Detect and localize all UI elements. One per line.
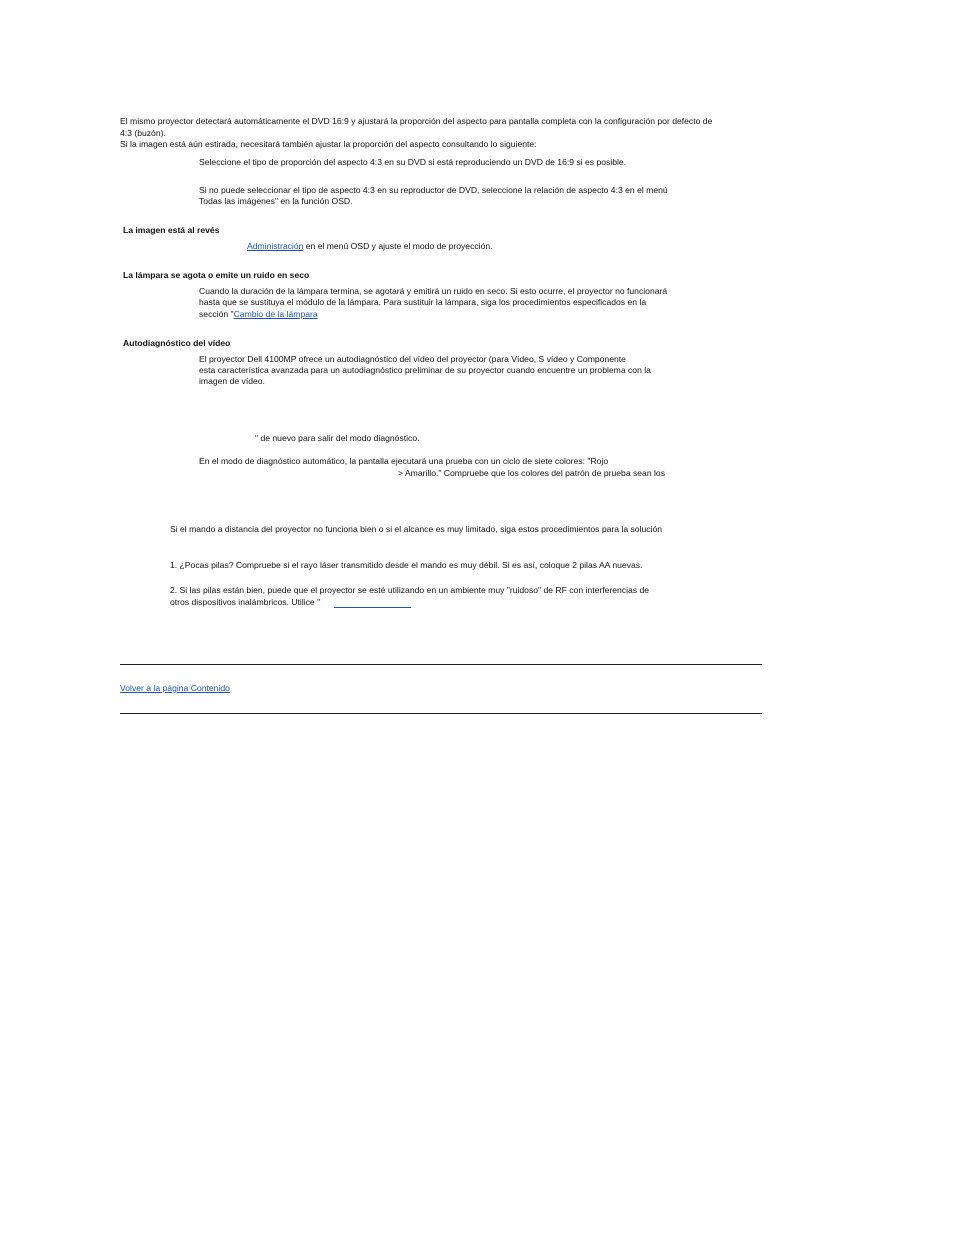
administracion-link[interactable]: Administración — [247, 241, 304, 251]
lamp-line-3 — [199, 309, 318, 321]
remote-item-2-line-2: otros dispositivos inalámbricos. Utilice " — [170, 597, 321, 607]
diagnostic-mode-line-1: En el modo de diagnóstico automático, la pantalla ejecutará una prueba con un ciclo de siete colores: "Rojo — [199, 456, 609, 466]
upside-down-heading: La imagen está al revés — [123, 225, 220, 235]
remote-item-2-line-1: 2. Si las pilas están bien, puede que el proyector se esté utilizando en un ambiente muy "ruidoso" de RF con interferencias de — [170, 585, 650, 595]
step-2-line-1: Si no puede seleccionar el tipo de aspecto 4:3 en su reproductor de DVD, seleccione la relación de aspecto 4:3 en el menú — [199, 185, 668, 195]
video-diagnostic-line-2: esta característica avanzada para un autodiagnóstico preliminar de su proyector cuando encuentre un problema con la — [199, 365, 651, 375]
remote-intro: Si el mando a distancia del proyector no funciona bien o si el alcance es muy limitado, siga estos procedimientos para la solución — [170, 524, 663, 534]
step-2-line-2: Todas las imágenes" en la función OSD. — [199, 196, 353, 206]
lamp-change-link[interactable]: Cambio de la lámpara — [233, 309, 318, 319]
back-to-contents-link[interactable]: Volver a la página Contenido — [120, 683, 230, 693]
lamp-line-3-prefix: sección " — [199, 309, 234, 319]
video-diagnostic-line-1: El proyector Dell 4100MP ofrece un autodiagnóstico del vídeo del proyector (para Vídeo, S vídeo y Componente — [199, 354, 626, 364]
intro-line-2: 4:3 (buzón). — [120, 128, 166, 138]
intro-line-1: El mismo proyector detectará automáticamente el DVD 16:9 y ajustará la proporción del aspecto para pantalla completa con la configuración por defecto de — [120, 116, 713, 126]
lamp-heading: La lámpara se agota o emite un ruido en seco — [123, 270, 310, 280]
upside-down-rest: en el menú OSD y ajuste el modo de proyección. — [303, 241, 493, 251]
upside-down-text — [247, 241, 493, 253]
intro-line-3: Si la imagen está aún estirada, necesitará también ajustar la proporción del aspecto consultando lo siguiente: — [120, 139, 537, 149]
footer-nav — [120, 683, 230, 695]
exit-diagnostic-text: " de nuevo para salir del modo diagnóstico. — [255, 433, 420, 443]
video-diagnostic-heading: Autodiagnóstico del vídeo — [123, 338, 231, 348]
remote-link-underline[interactable] — [334, 607, 411, 608]
video-diagnostic-line-3: imagen de vídeo. — [199, 376, 265, 386]
top-divider — [120, 664, 762, 665]
diagnostic-mode-line-2: > Amarillo." Compruebe que los colores del patrón de prueba sean los — [398, 468, 665, 478]
remote-item-1: 1. ¿Pocas pilas? Compruebe si el rayo láser transmitido desde el mando es muy débil. Si es así, coloque 2 pilas AA nuevas. — [170, 560, 643, 570]
step-1-text: Seleccione el tipo de proporción del aspecto 4:3 en su DVD si está reproduciendo un DVD de 16:9 si es posible. — [199, 157, 627, 167]
lamp-line-2: hasta que se sustituya el módulo de la lámpara. Para sustituir la lámpara, siga los procedimientos especificados en la — [199, 297, 647, 307]
bottom-divider — [120, 713, 762, 714]
lamp-line-1: Cuando la duración de la lámpara termina, se agotará y emitirá un ruido en seco. Si esto ocurre, el proyector no funcionará — [199, 286, 668, 296]
